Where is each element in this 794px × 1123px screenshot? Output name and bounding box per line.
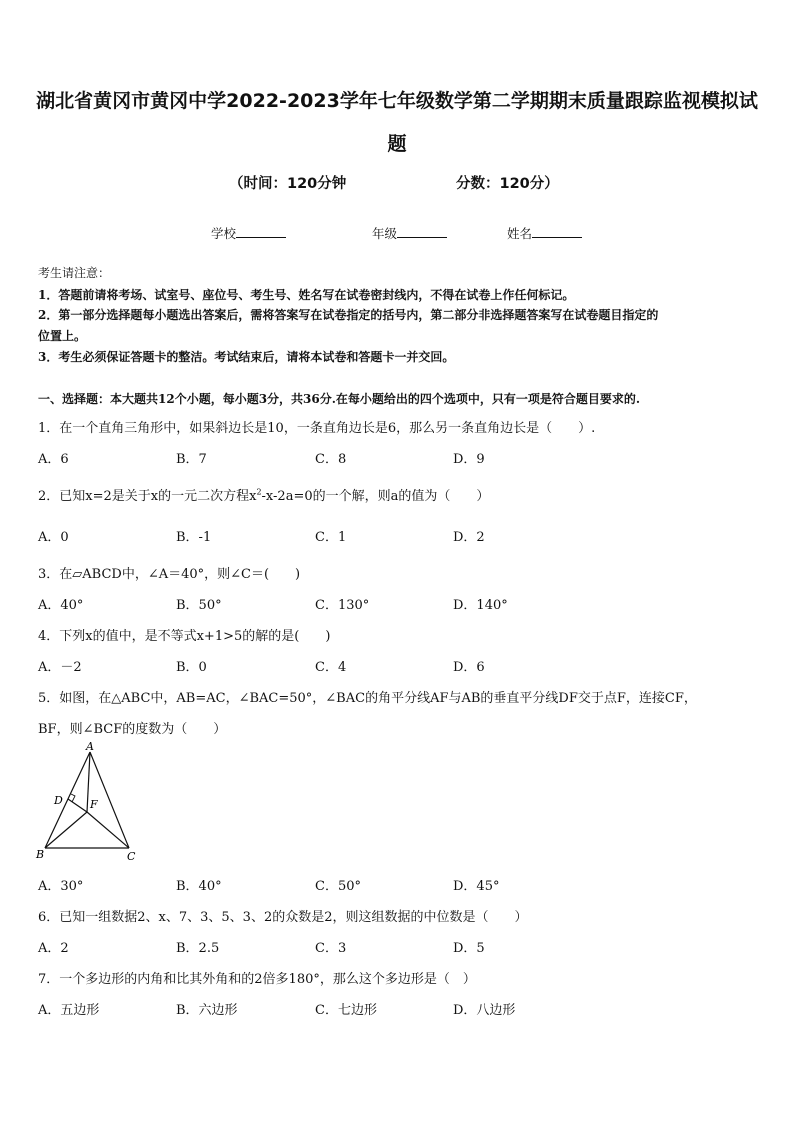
school-blank[interactable]: [236, 225, 286, 238]
question-3-option-c[interactable]: C．130°: [315, 598, 370, 613]
exam-title: 湖北省黄冈市黄冈中学2022-2023学年七年级数学第二学期期末质量跟踪监视模拟试: [36, 90, 758, 112]
notice-heading: 考生请注意：: [38, 266, 111, 280]
section-heading: 一、选择题：本大题共12个小题，每小题3分，共36分.在每小题给出的四个选项中，只有一项是符合题目要求的.: [38, 392, 641, 406]
question-3-option-a[interactable]: A．40°: [38, 598, 84, 613]
question-2-stem-b: -x-2a=0的一个解，则a的值为（ ）: [261, 489, 490, 504]
question-5-option-b[interactable]: B．40°: [176, 879, 222, 894]
side-ab: [45, 752, 90, 848]
question-2-option-b[interactable]: B．-1: [176, 530, 212, 545]
question-2-stem: [38, 485, 489, 504]
question-5-option-c[interactable]: C．50°: [315, 879, 361, 894]
notice-item-1: 1．答题前请将考场、试室号、座位号、考生号、姓名写在试卷密封线内，不得在试卷上作任何标记。: [38, 288, 575, 302]
question-6-option-d[interactable]: D．5: [453, 941, 485, 956]
question-7-stem: 7．一个多边形的内角和比其外角和的2倍多180°，那么这个多边形是（ ）: [38, 972, 476, 987]
question-4-option-c[interactable]: C．4: [315, 660, 347, 675]
segment-cf: [87, 812, 129, 848]
question-6-option-c[interactable]: C．3: [315, 941, 347, 956]
label-b: B: [36, 848, 45, 861]
name-label: 姓名: [507, 226, 533, 241]
question-1-stem: 1．在一个直角三角形中，如果斜边长是10，一条直角边长是6，那么另一条直角边长是（ ）.: [38, 421, 596, 436]
question-4-stem: 4．下列x的值中，是不等式x+1>5的解的是( ): [38, 629, 331, 644]
question-6-option-b[interactable]: B．2.5: [176, 941, 220, 956]
question-4-option-b[interactable]: B．0: [176, 660, 207, 675]
school-label: 学校: [211, 226, 237, 241]
question-5-stem: 5．如图，在△ABC中，AB=AC，∠BAC=50°，∠BAC的角平分线AF与AB的垂直平分线DF交于点F，连接CF，: [38, 691, 697, 706]
question-5-option-a[interactable]: A．30°: [38, 879, 84, 894]
question-3-stem: 3．在▱ABCD中，∠A＝40°，则∠C＝( ): [38, 567, 301, 582]
label-d: D: [54, 794, 63, 807]
question-5-stem-cont: BF，则∠BCF的度数为（ ）: [38, 722, 227, 737]
question-2-option-a[interactable]: A．0: [38, 530, 69, 545]
score-label: 分数：120分）: [456, 176, 559, 192]
question-1-option-b[interactable]: B．7: [176, 452, 207, 467]
label-f: F: [90, 798, 98, 811]
label-c: C: [127, 850, 136, 863]
notice-item-3: 3．考生必须保证答题卡的整洁。考试结束后，请将本试卷和答题卡一并交回。: [38, 350, 455, 364]
question-5-option-d[interactable]: D．45°: [453, 879, 500, 894]
question-6-option-a[interactable]: A．2: [38, 941, 69, 956]
segment-bf: [45, 812, 87, 848]
question-4-option-a[interactable]: A．－2: [38, 660, 82, 675]
question-1-option-d[interactable]: D．9: [453, 452, 485, 467]
question-7-option-a[interactable]: A．五边形: [38, 1003, 100, 1018]
grade-field: [372, 224, 447, 242]
grade-blank[interactable]: [397, 225, 447, 238]
question-4-option-d[interactable]: D．6: [453, 660, 485, 675]
school-field: [211, 224, 286, 242]
question-2-option-c[interactable]: C．1: [315, 530, 347, 545]
exam-title-continued: 题: [387, 133, 407, 155]
question-7-option-d[interactable]: D．八边形: [453, 1003, 516, 1018]
question-1-option-c[interactable]: C．8: [315, 452, 347, 467]
label-a: A: [86, 740, 94, 753]
question-1-option-a[interactable]: A．6: [38, 452, 69, 467]
perpendicular-df: [68, 799, 87, 812]
question-2-option-d[interactable]: D．2: [453, 530, 485, 545]
question-2-exponent: 2: [256, 487, 262, 497]
question-7-option-c[interactable]: C．七边形: [315, 1003, 377, 1018]
question-2-stem-a: 2．已知x=2是关于x的一元二次方程x: [38, 489, 257, 504]
notice-item-2-cont: 位置上。: [38, 329, 87, 343]
name-blank[interactable]: [532, 225, 582, 238]
question-7-option-b[interactable]: B．六边形: [176, 1003, 238, 1018]
time-label: （时间：120分钟: [229, 176, 347, 192]
notice-item-2: 2．第一部分选择题每小题选出答案后，需将答案写在试卷指定的括号内，第二部分非选择题答案写在试卷题目指定的: [38, 308, 659, 322]
grade-label: 年级: [372, 226, 398, 241]
question-3-option-b[interactable]: B．50°: [176, 598, 222, 613]
triangle-figure: [32, 740, 147, 865]
question-3-option-d[interactable]: D．140°: [453, 598, 508, 613]
question-6-stem: 6．已知一组数据2、x、7、3、5、3、2的众数是2，则这组数据的中位数是（ ）: [38, 910, 528, 925]
name-field: [507, 224, 582, 242]
